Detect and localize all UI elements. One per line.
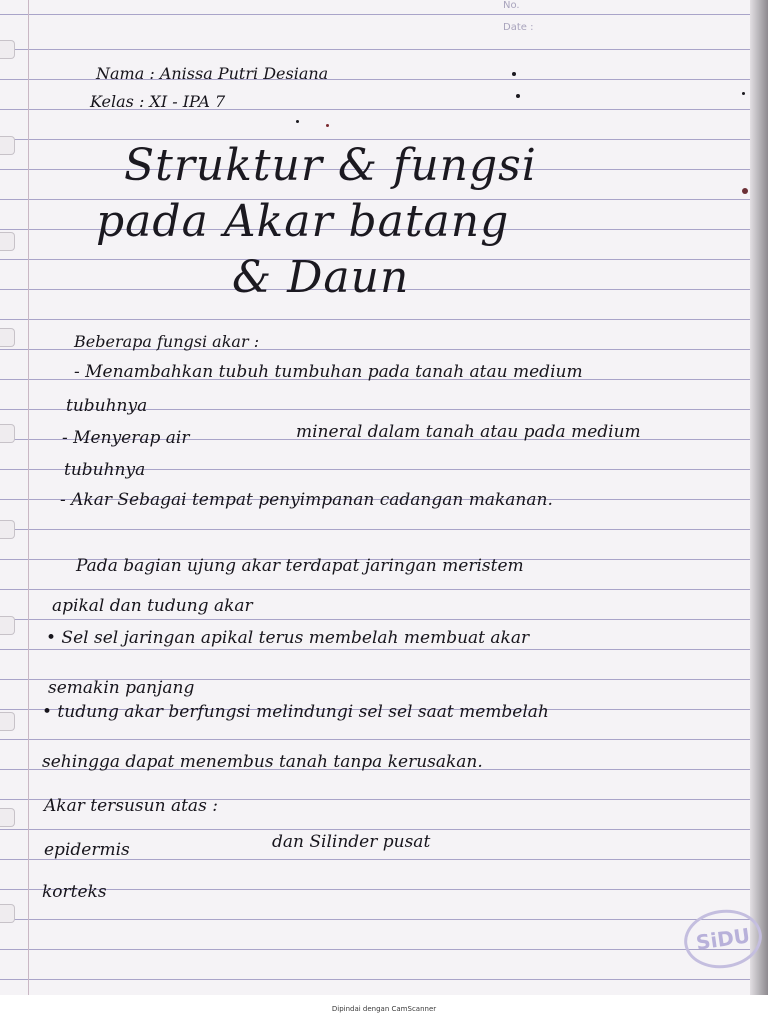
body-line: semakin panjang [48,678,195,698]
body-line: • tudung akar berfungsi melindungi sel sel saat membelah [42,702,549,722]
body-line: tubuhnya [64,460,146,480]
stamp-text: SiDU [694,923,752,955]
binder-hole [0,616,15,635]
body-line: korteks [42,882,107,902]
binder-hole [0,232,15,251]
binder-hole [0,424,15,443]
scanner-footer [0,995,768,1024]
margin-line [28,0,29,995]
no-field: No. [503,0,520,11]
binder-hole [0,808,15,827]
student-name: Nama : Anissa Putri Desiana [96,64,329,83]
body-line: - Menambahkan tubuh tumbuhan pada tanah atau medium [74,362,583,382]
body-line: epidermis [44,840,130,860]
body-line: Beberapa fungsi akar : [74,332,260,351]
body-line: - Menyerap air [62,428,190,448]
binder-hole [0,328,15,347]
student-class: Kelas : XI - IPA 7 [90,92,226,111]
binder-hole [0,40,15,59]
ink-dot [326,124,329,127]
date-field: Date : [503,22,534,33]
body-line: mineral dalam tanah atau pada medium [296,422,641,442]
binder-hole [0,904,15,923]
binder-hole [0,520,15,539]
ink-dot [742,92,745,95]
title-line-3: & Daun [232,252,410,303]
body-line: tubuhnya [66,396,148,416]
ink-dot [516,94,520,98]
ink-dot [742,188,748,194]
binder-hole [0,712,15,731]
body-line: • Sel sel jaringan apikal terus membelah membuat akar [46,628,530,648]
body-line: apikal dan tudung akar [52,596,253,616]
body-line: Akar tersusun atas : [44,796,218,816]
body-line: dan Silinder pusat [272,832,431,852]
binder-hole [0,136,15,155]
ink-dot [512,72,516,76]
body-line: - Akar Sebagai tempat penyimpanan cadangan makanan. [60,490,553,510]
body-line: Pada bagian ujung akar terdapat jaringan meristem [76,556,524,576]
title-line-1: Struktur & fungsi [124,140,537,191]
title-line-2: pada Akar batang [96,196,510,247]
body-line: sehingga dapat menembus tanah tanpa kerusakan. [42,752,483,772]
page-edge-shadow [750,0,768,995]
ink-dot [296,120,299,123]
camscanner-watermark: Dipindai dengan CamScanner [331,1005,437,1013]
